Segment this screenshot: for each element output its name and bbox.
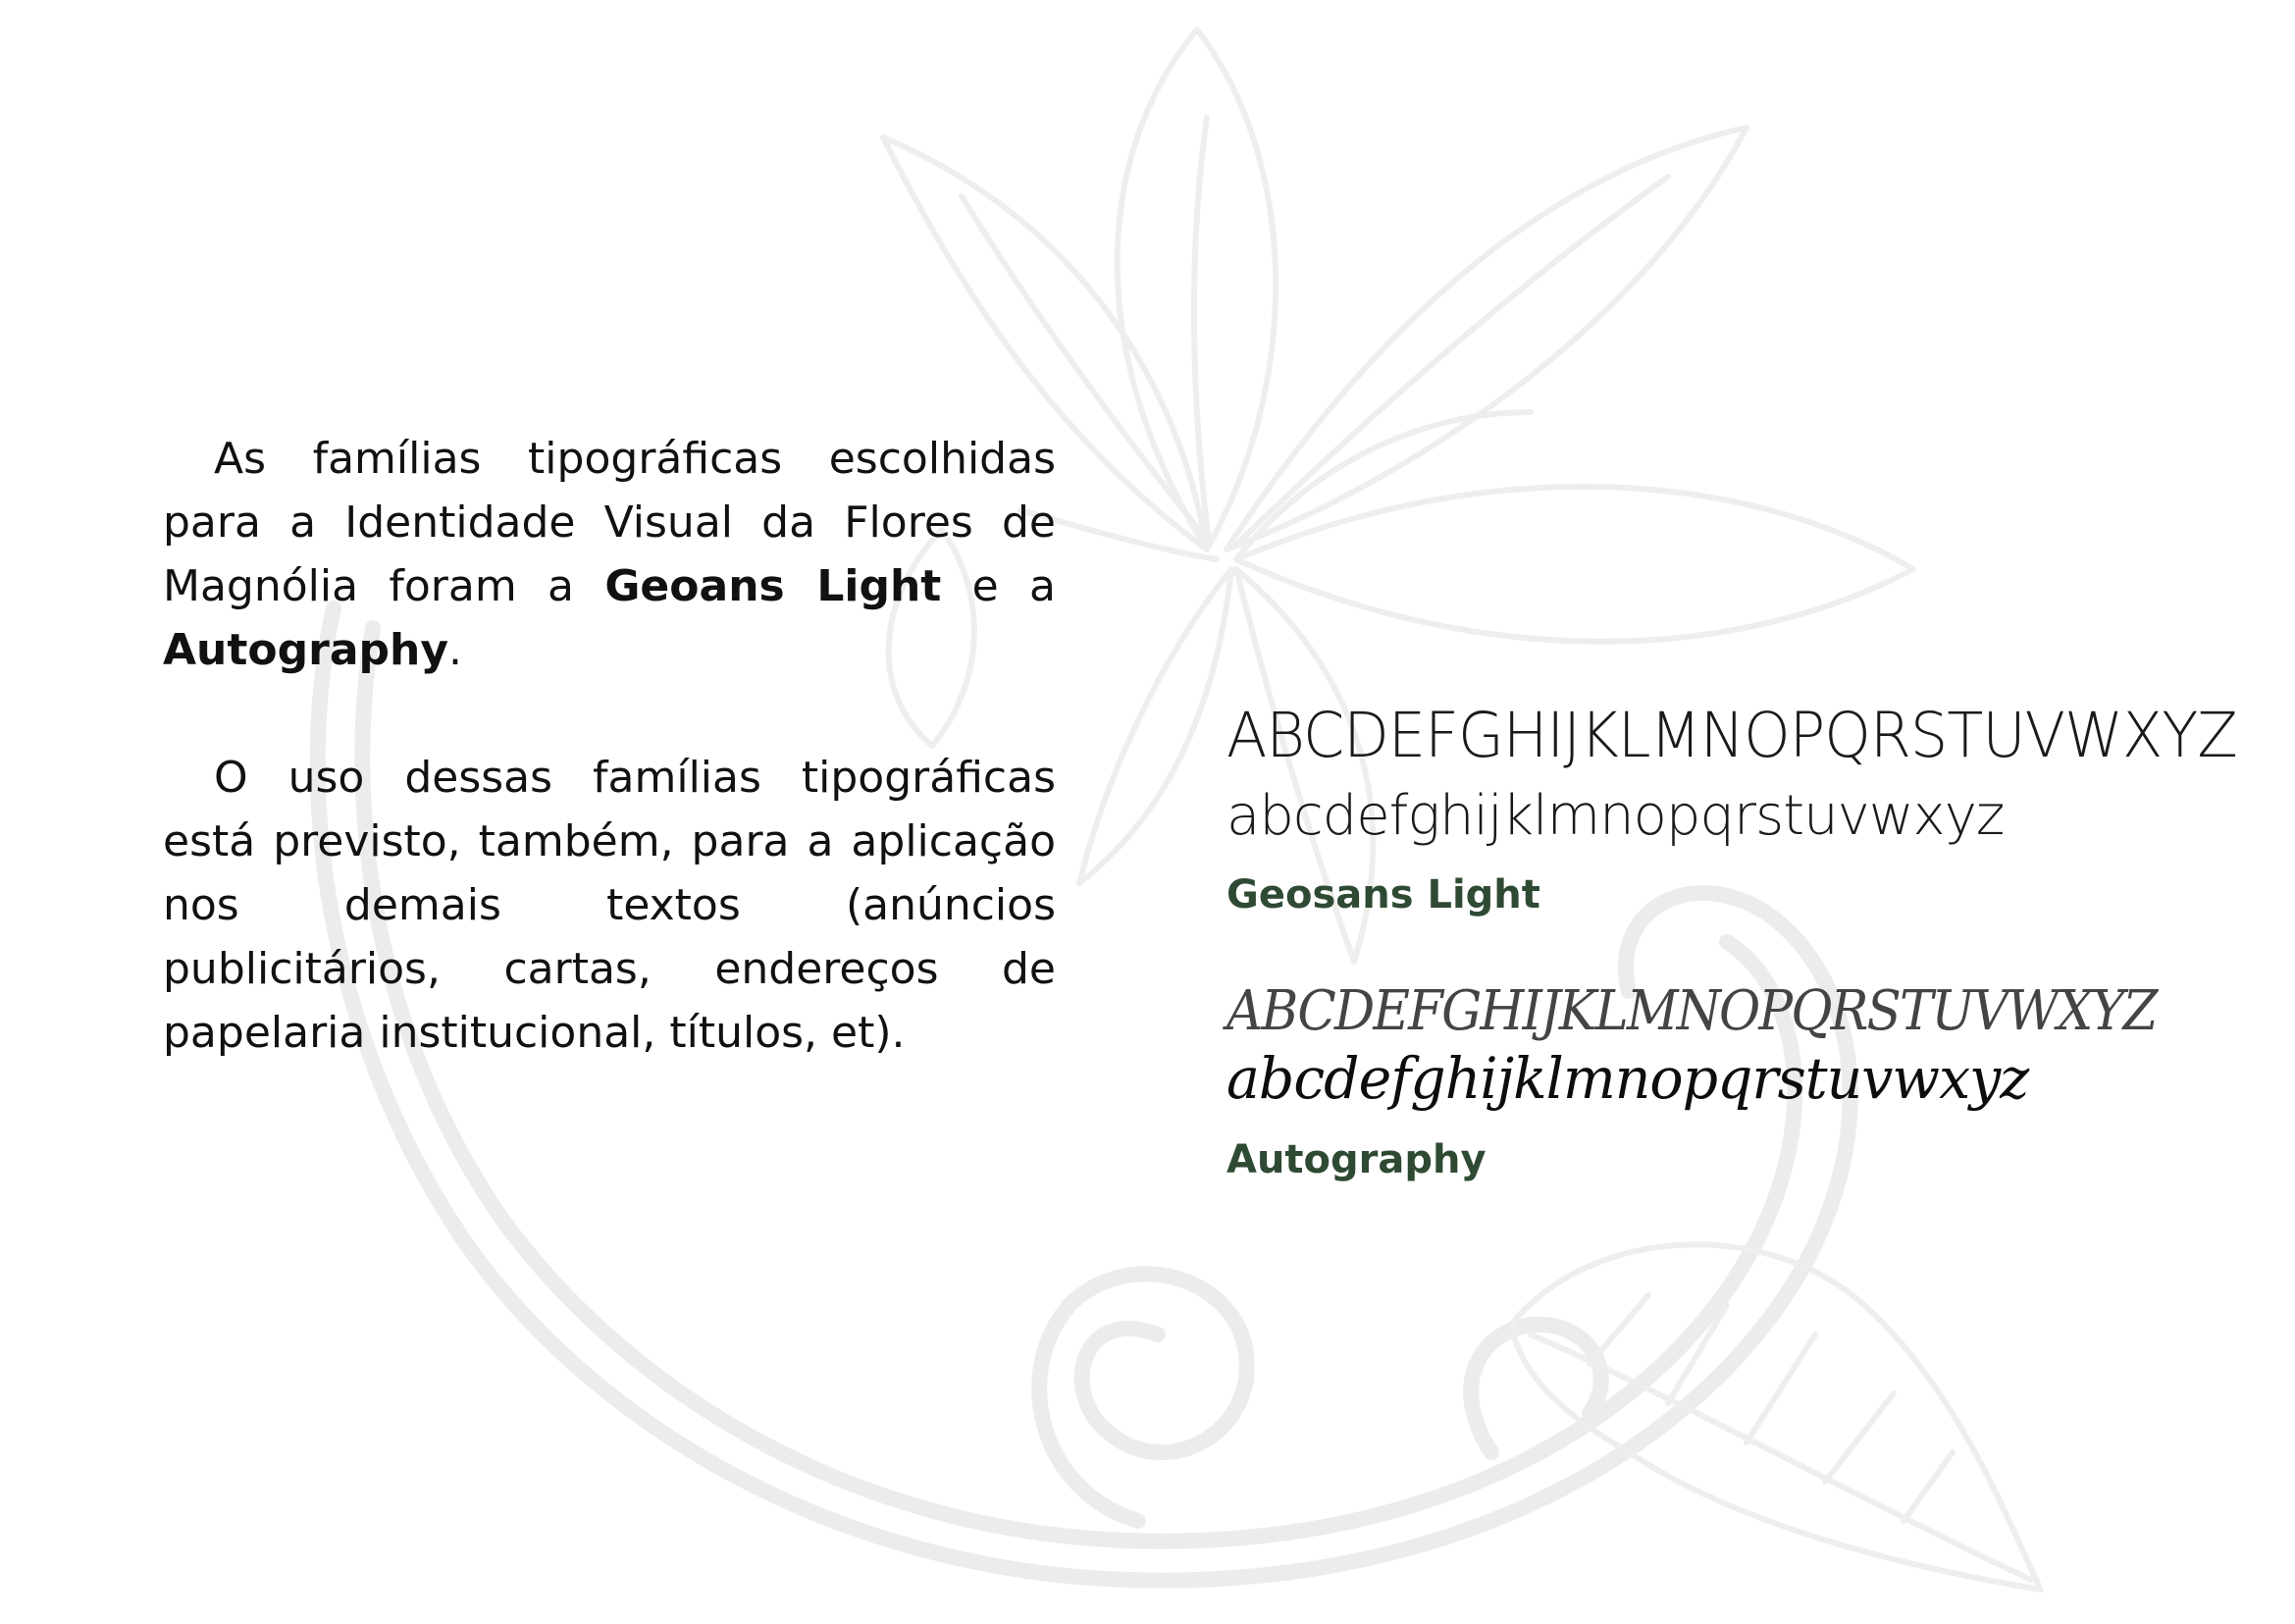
intro-text-end: . bbox=[448, 625, 463, 675]
geosans-lowercase-specimen: abcdefghijklmnopqrstuvwxyz bbox=[1226, 784, 2005, 848]
intro-font-name-1: Geoans Light bbox=[604, 561, 942, 611]
intro-text-start: As famílias tipográficas escolhidas para a Identidade Visual da Flores de Magnólia foram a bbox=[163, 434, 1056, 611]
autography-uppercase-specimen: ABCDEFGHIJKLMNOPQRSTUVWXYZ bbox=[1226, 979, 2157, 1043]
type-specimen-panel bbox=[1226, 687, 2237, 1189]
usage-paragraph: O uso dessas famílias tipográficas está previsto, também, para a aplicação nos demais textos (anúncios publicitários, cartas, endereços de papelaria institucional, títulos, et). bbox=[163, 753, 1056, 1058]
autography-lowercase-specimen: abcdefghijklmnopqrstuvwxyz bbox=[1226, 1045, 2029, 1112]
geosans-uppercase-specimen: ABCDEFGHIJKLMNOPQRSTUVWXYZ bbox=[1226, 700, 2237, 771]
description-text bbox=[163, 427, 1056, 1128]
autography-caption: Autography bbox=[1226, 1137, 1487, 1182]
intro-text-mid: e a bbox=[941, 561, 1056, 611]
intro-font-name-2: Autography bbox=[163, 625, 449, 675]
geosans-caption: Geosans Light bbox=[1226, 872, 1540, 917]
intro-paragraph bbox=[163, 427, 1056, 682]
